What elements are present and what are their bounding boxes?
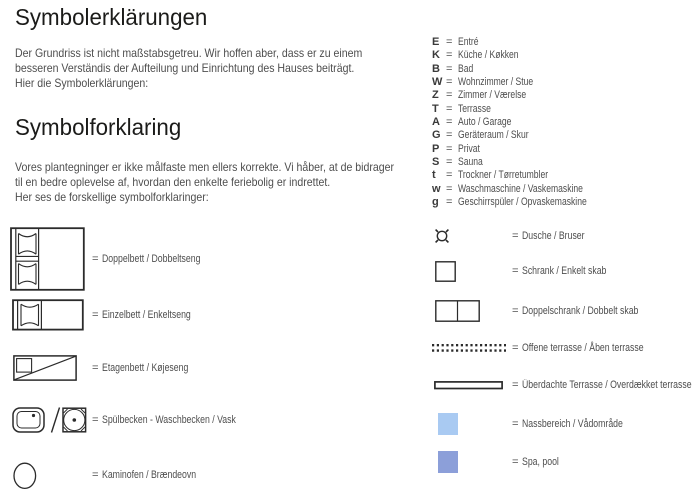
legend-label: Schrank / Enkelt skab — [521, 265, 606, 277]
legend-item-spa-pool — [512, 456, 569, 468]
paragraph-line: Hier die Symbolerklärungen: — [15, 76, 149, 90]
legend-label: Kaminofen / Brændeovn — [101, 469, 196, 481]
equals-sign: = — [446, 36, 453, 48]
equals-sign: = — [92, 253, 99, 265]
abbr-value: Privat — [458, 142, 480, 155]
abbr-key: G — [432, 129, 441, 142]
equals-sign: = — [446, 129, 453, 142]
equals-sign: = — [446, 76, 453, 89]
abbr-value: Sauna — [458, 156, 483, 169]
abbreviation-row — [432, 183, 623, 196]
equals-sign: = — [512, 305, 519, 317]
page-title-german: Symbolerklärungen — [15, 4, 208, 30]
abbr-value: Trockner / Tørretumbler — [458, 169, 549, 182]
abbr-value: Bad — [458, 62, 474, 75]
paragraph-line: Vores plantegninger er ikke målfaste men ellers korrekte. Vi håber, at de bidrager — [15, 160, 395, 174]
equals-sign: = — [446, 142, 453, 155]
equals-sign: = — [446, 116, 453, 129]
abbr-value: Geschirrspüler / Opvaskemaskine — [458, 196, 587, 209]
bunk-bed-icon — [13, 355, 77, 381]
abbreviation-row — [432, 63, 623, 76]
abbr-value: Auto / Garage — [458, 116, 512, 129]
single-bed-icon — [12, 299, 84, 331]
legend-item-einzelbett — [92, 309, 215, 321]
legend-item-spuelbecken — [92, 414, 273, 426]
double-closet-icon — [435, 300, 480, 322]
legend-item-dusche — [512, 230, 602, 242]
legend-item-kaminofen — [92, 469, 222, 481]
paragraph-line: Der Grundriss ist nicht maßstabsgetreu. Wir hoffen aber, dass er zu einem — [15, 46, 363, 60]
abbreviation-row — [432, 143, 623, 156]
page-title-danish: Symbolforklaring — [15, 114, 182, 140]
legend-label: Spülbecken - Waschbecken / Vask — [101, 414, 236, 426]
intro-paragraph-danish — [15, 160, 446, 205]
equals-sign: = — [446, 62, 453, 75]
intro-paragraph-german — [15, 46, 410, 91]
abbr-value: Küche / Køkken — [458, 49, 519, 62]
abbr-key: t — [432, 169, 436, 182]
legend-item-nassbereich — [512, 418, 651, 430]
equals-sign: = — [446, 102, 453, 115]
wet-area-swatch — [438, 413, 458, 435]
abbr-value: Wohnzimmer / Stue — [458, 76, 534, 89]
legend-label: Etagenbett / Køjeseng — [101, 362, 188, 374]
abbreviation-row — [432, 103, 623, 116]
abbr-key: P — [432, 142, 440, 155]
shower-icon — [433, 227, 451, 245]
abbr-key: K — [432, 49, 440, 62]
legend-label: Spa, pool — [521, 456, 559, 468]
paragraph-line: til en bedre oplevelse af, hvordan den enkelte feriebolig er indrettet. — [15, 175, 331, 189]
closet-icon — [435, 261, 456, 282]
abbr-key: S — [432, 156, 440, 169]
legend-item-doppelbett — [92, 253, 228, 265]
equals-sign: = — [92, 309, 99, 321]
paragraph-line: besseren Verständis der Aufteilung und Einrichtung des Hauses beiträgt. — [15, 61, 355, 75]
abbr-value: Zimmer / Værelse — [458, 89, 527, 102]
equals-sign: = — [512, 379, 519, 391]
legend-item-ueberdachte-terrasse — [512, 379, 700, 391]
abbreviation-row — [432, 49, 623, 62]
open-terrace-icon — [431, 343, 507, 353]
legend-label: Dusche / Bruser — [521, 230, 585, 242]
abbr-key: A — [432, 116, 440, 129]
equals-sign: = — [446, 196, 453, 209]
equals-sign: = — [92, 414, 99, 426]
abbr-key: B — [432, 62, 440, 75]
legend-label: Doppelbett / Dobbeltseng — [101, 253, 201, 265]
legend-label: Offene terrasse / Åben terrasse — [521, 342, 644, 354]
abbreviation-list — [432, 36, 623, 209]
equals-sign: = — [446, 49, 453, 62]
equals-sign: = — [512, 342, 519, 354]
paragraph-line: Her ses de forskellige symbolforklaringer: — [15, 190, 209, 204]
equals-sign: = — [446, 89, 453, 102]
abbr-key: g — [432, 196, 439, 209]
abbreviation-row — [432, 156, 623, 169]
abbreviation-row — [432, 129, 623, 142]
equals-sign: = — [446, 156, 453, 169]
legend-item-etagenbett — [92, 362, 212, 374]
legend-item-offene-terrasse — [512, 342, 677, 354]
abbreviation-row — [432, 116, 623, 129]
equals-sign: = — [446, 169, 453, 182]
equals-sign: = — [92, 362, 99, 374]
abbr-value: Waschmaschine / Vaskemaskine — [458, 182, 583, 195]
abbr-value: Entré — [458, 36, 479, 48]
equals-sign: = — [512, 456, 519, 468]
legend-item-schrank — [512, 265, 630, 277]
abbr-key: w — [432, 182, 441, 195]
abbreviation-row — [432, 169, 623, 182]
equals-sign: = — [512, 265, 519, 277]
abbr-key: Z — [432, 89, 439, 102]
abbreviation-row — [432, 196, 623, 209]
equals-sign: = — [512, 418, 519, 430]
abbreviation-row — [432, 76, 623, 89]
legend-label: Überdachte Terrasse / Overdækket terrasse — [521, 379, 692, 391]
covered-terrace-icon — [434, 381, 503, 390]
double-bed-icon — [10, 227, 85, 291]
legend-label: Einzelbett / Enkeltseng — [101, 309, 191, 321]
equals-sign: = — [512, 230, 519, 242]
spa-pool-swatch — [438, 451, 458, 473]
sink-icons — [12, 406, 88, 434]
abbr-value: Terrasse — [458, 102, 491, 115]
abbr-value: Geräteraum / Skur — [458, 129, 529, 142]
legend-item-doppelschrank — [512, 305, 671, 317]
stove-icon — [13, 462, 37, 490]
equals-sign: = — [92, 469, 99, 481]
abbreviation-row — [432, 89, 623, 102]
equals-sign: = — [446, 182, 453, 195]
abbr-key: E — [432, 36, 440, 48]
abbr-key: T — [432, 102, 439, 115]
legend-label: Nassbereich / Vådområde — [521, 418, 623, 430]
abbr-key: W — [432, 76, 443, 89]
abbreviation-row — [432, 36, 623, 49]
legend-label: Doppelschrank / Dobbelt skab — [521, 305, 638, 317]
